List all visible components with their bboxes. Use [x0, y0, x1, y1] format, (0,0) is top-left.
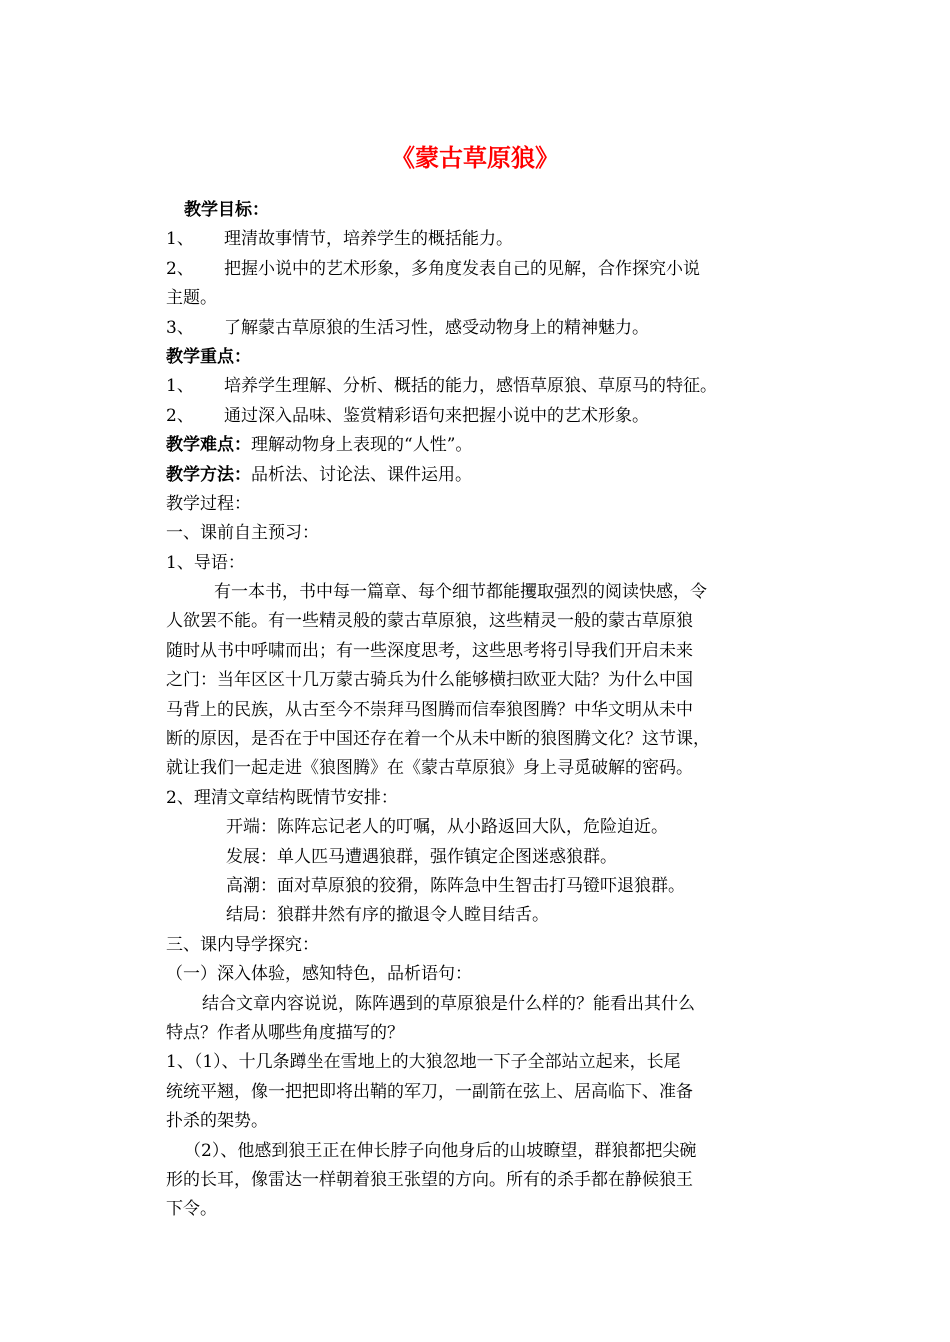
- list-number: 2、: [166, 258, 194, 279]
- intro-paragraph-line: 人欲罢不能。有一些精灵般的蒙古草原狼，这些精灵一般的蒙古草原狼: [166, 611, 693, 632]
- intro-paragraph-line: 马背上的民族，从古至今不崇拜马图腾而信奉狼图腾？中华文明从未中: [166, 699, 693, 720]
- key-point-item-2: [166, 402, 806, 431]
- structure-item-development: 发展：单人匹马遭遇狼群，强作镇定企图迷惑狼群。: [226, 846, 617, 867]
- objective-item-3: [166, 314, 806, 343]
- objective-item-1: [166, 225, 806, 254]
- key-points-heading: 教学重点：: [166, 346, 251, 367]
- section3-heading: 三、课内导学探究：: [166, 934, 319, 955]
- intro-heading: 1、导语：: [166, 552, 245, 573]
- quote1-line: 1、（1）、十几条蹲坐在雪地上的大狼忽地一下子全部站立起来，长尾: [166, 1052, 681, 1073]
- structure-heading: 2、理清文章结构既情节安排：: [166, 787, 398, 808]
- intro-paragraph-line: 就让我们一起走进《狼图腾》在《蒙古草原狼》身上寻觅破解的密码。: [166, 758, 693, 779]
- list-number: 2、: [166, 405, 194, 426]
- quote1-line: 统统平翘，像一把把即将出鞘的军刀，一副箭在弦上、居高临下、准备: [166, 1081, 693, 1102]
- document-body: [166, 196, 806, 1225]
- list-text: 了解蒙古草原狼的生活习性，感受动物身上的精神魅力。: [224, 317, 649, 338]
- structure-item-climax: 高潮：面对草原狼的狡猾，陈阵急中生智击打马镫吓退狼群。: [226, 875, 685, 896]
- objective-item-2-continuation: 主题。: [166, 288, 217, 309]
- intro-paragraph-line: 断的原因，是否在于中国还存在着一个从未中断的狼图腾文化？这节课，: [166, 729, 710, 750]
- quote2-line: （2）、他感到狼王正在伸长脖子向他身后的山坡瞭望，群狼都把尖碗: [184, 1140, 697, 1161]
- list-text: 理清故事情节，培养学生的概括能力。: [224, 229, 513, 250]
- objectives-heading: 教学目标：: [184, 200, 269, 220]
- section1-heading: 一、课前自主预习：: [166, 523, 319, 544]
- process-heading: 教学过程：: [166, 493, 251, 514]
- methods-text: 品析法、讨论法、课件运用。: [251, 464, 472, 485]
- key-point-item-1: [166, 372, 806, 401]
- methods-label: 教学方法：: [166, 464, 251, 485]
- quote1-line: 扑杀的架势。: [166, 1111, 268, 1132]
- list-text: 把握小说中的艺术形象，多角度发表自己的见解，合作探究小说: [224, 258, 700, 279]
- structure-item-ending: 结局：狼群井然有序的撤退令人瞠目结舌。: [226, 905, 549, 926]
- question-line: 特点？作者从哪些角度描写的？: [166, 1022, 404, 1043]
- intro-paragraph-line: 有一本书，书中每一篇章、每个细节都能攫取强烈的阅读快感，令: [214, 582, 707, 603]
- difficulty-label: 教学难点：: [166, 435, 251, 456]
- structure-item-opening: 开端：陈阵忘记老人的叮嘱，从小路返回大队，危险迫近。: [226, 817, 668, 838]
- question-line: 结合文章内容说说，陈阵遇到的草原狼是什么样的？能看出其什么: [202, 993, 695, 1014]
- list-number: 1、: [166, 229, 194, 250]
- list-text: 培养学生理解、分析、概括的能力，感悟草原狼、草原马的特征。: [224, 376, 717, 397]
- intro-paragraph-line: 之门：当年区区十几万蒙古骑兵为什么能够横扫欧亚大陆？为什么中国: [166, 670, 693, 691]
- section3-sub-heading: （一）深入体验，感知特色，品析语句：: [166, 964, 472, 985]
- methods-line: [166, 461, 806, 490]
- quote2-line: 下令。: [166, 1199, 217, 1220]
- intro-paragraph-line: 随时从书中呼啸而出；有一些深度思考，这些思考将引导我们开启未来: [166, 640, 693, 661]
- list-number: 3、: [166, 317, 194, 338]
- difficulty-text: 理解动物身上表现的“人性”。: [251, 435, 473, 456]
- objective-item-2: [166, 255, 806, 284]
- list-text: 通过深入品味、鉴赏精彩语句来把握小说中的艺术形象。: [224, 405, 649, 426]
- document-title: 《蒙古草原狼》: [391, 144, 559, 172]
- difficulty-line: [166, 431, 806, 460]
- quote2-line: 形的长耳，像雷达一样朝着狼王张望的方向。所有的杀手都在静候狼王: [166, 1169, 693, 1190]
- list-number: 1、: [166, 376, 194, 397]
